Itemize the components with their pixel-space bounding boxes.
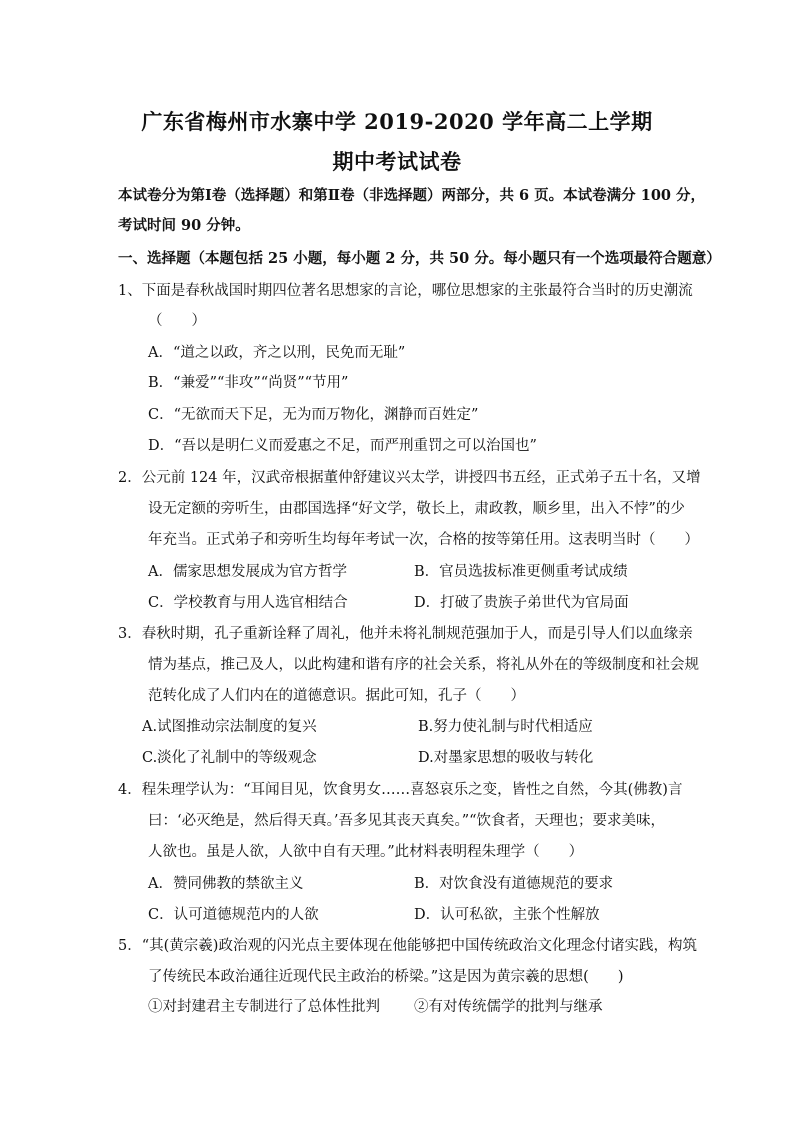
section-heading: 一、选择题（本题包括 25 小题，每小题 2 分，共 50 分。每小题只有一个选项最符合题意） [118, 250, 721, 267]
q3-stem-line-3: 范转化成了人们内在的道德意识。据此可知，孔子（ ） [148, 688, 525, 704]
q4-stem-line-3: 人欲也。虽是人欲，人欲中自有天理。”此材料表明程朱理学（ ） [148, 844, 584, 860]
exam-title-line2: 期中考试试卷 [332, 149, 462, 174]
q5-option-1: ①对封建君主专制进行了总体性批判 [148, 999, 380, 1015]
q5-option-2: ②有对传统儒学的批判与继承 [414, 999, 603, 1015]
q3-stem-line-1: 3．春秋时期，孔子重新诠释了周礼，他并未将礼制规范强加于人，而是引导人们以血缘亲 [118, 626, 693, 642]
q1-option-c: C．“无欲而天下足，无为而万物化，渊静而百姓定” [148, 407, 479, 423]
q4-option-c: C．认可道德规范内的人欲 [148, 907, 319, 923]
q4-option-b: B．对饮食没有道德规范的要求 [414, 876, 614, 892]
q3-stem-line-2: 情为基点，推己及人，以此构建和谐有序的社会关系，将礼从外在的等级制度和社会规 [148, 657, 699, 673]
q2-stem-line-3: 年充当。正式弟子和旁听生均每年考试一次，合格的按等第任用。这表明当时（ ） [148, 532, 699, 548]
q4-option-a: A．赞同佛教的禁欲主义 [148, 876, 304, 892]
q1-option-d: D．“吾以是明仁义而爱惠之不足，而严刑重罚之可以治国也” [148, 438, 537, 454]
q2-option-d: D．打破了贵族子弟世代为官局面 [414, 595, 629, 611]
exam-title-line1: 广东省梅州市水寨中学 2019-2020 学年高二上学期 [141, 109, 653, 134]
q3-option-d: D.对墨家思想的吸收与转化 [418, 750, 594, 766]
q5-stem-line-2: 了传统民本政治通往近现代民主政治的桥梁。”这是因为黄宗羲的思想( ) [148, 969, 624, 985]
q4-stem-line-1: 4．程朱理学认为：“耳闻目见，饮食男女……喜怒哀乐之变，皆性之自然，今其(佛教)言 [118, 782, 683, 798]
q1-option-b: B．“兼爱”“非攻”“尚贤”“节用” [148, 375, 349, 391]
q1-stem-line-1: 1、下面是春秋战国时期四位著名思想家的言论，哪位思想家的主张最符合当时的历史潮流 [118, 283, 693, 299]
q2-stem-line-2: 设无定额的旁听生，由郡国选择“好文学，敬长上，肃政教，顺乡里，出入不悖”的少 [148, 501, 685, 517]
intro-line-1: 本试卷分为第Ⅰ卷（选择题）和第Ⅱ卷（非选择题）两部分，共 6 页。本试卷满分 100 分， [118, 187, 706, 204]
q2-option-b: B．官员选拔标准更侧重考试成绩 [414, 564, 628, 580]
q4-option-d: D．认可私欲，主张个性解放 [414, 907, 600, 923]
q1-option-a: A．“道之以政，齐之以刑，民免而无耻” [148, 345, 406, 361]
q3-option-a: A.试图推动宗法制度的复兴 [142, 719, 317, 735]
intro-line-2: 考试时间 90 分钟。 [118, 217, 250, 234]
q2-stem-line-1: 2．公元前 124 年，汉武帝根据董仲舒建议兴太学，讲授四书五经，正式弟子五十名，又增 [118, 470, 701, 486]
q3-option-c: C.淡化了礼制中的等级观念 [142, 750, 317, 766]
q4-stem-line-2: 曰：‘必灭绝是，然后得天真。’吾多见其丧天真矣。”“饮食者，天理也；要求美味， [148, 813, 666, 829]
q5-stem-line-1: 5．“其(黄宗羲)政治观的闪光点主要体现在他能够把中国传统政治文化理念付诸实践，构筑 [118, 938, 697, 954]
q2-option-c: C．学校教育与用人选官相结合 [148, 595, 348, 611]
q3-option-b: B.努力使礼制与时代相适应 [418, 719, 593, 735]
q1-answer-bracket: （ ） [148, 313, 206, 329]
q2-option-a: A．儒家思想发展成为官方哲学 [148, 564, 347, 580]
